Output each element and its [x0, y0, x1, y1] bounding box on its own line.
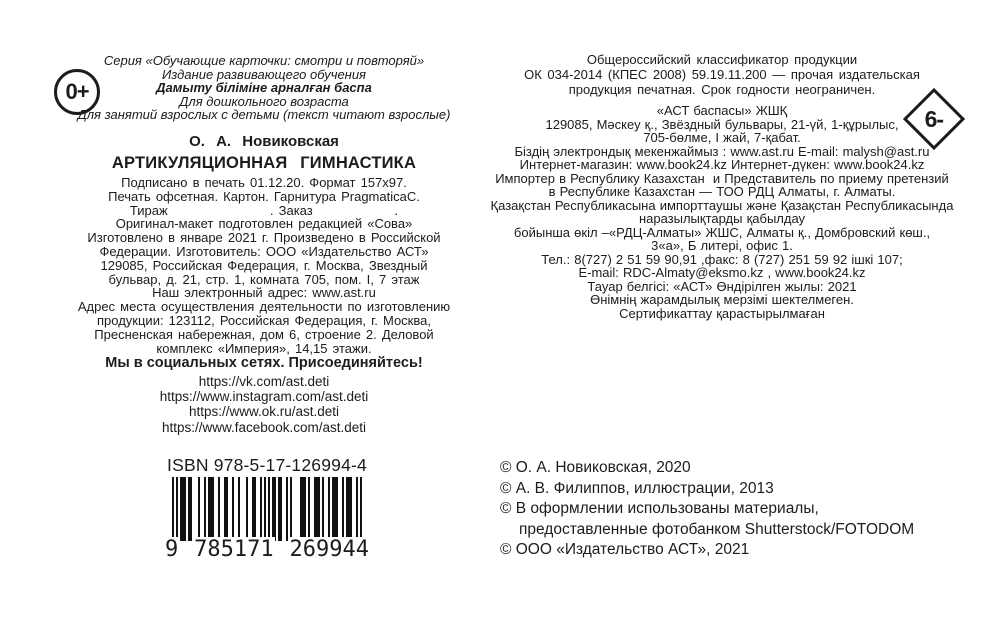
imprint-line: комплекс «Империя», 14,15 этажи. — [156, 340, 372, 356]
copyright-info — [500, 458, 970, 561]
imprint-line: Федерации. Изготовитель: ООО «Издательство АСТ» — [99, 243, 429, 259]
imprint-line: бульвар, д. 21, стр. 1, комната 705, пом. I, 7 этаж — [108, 271, 420, 287]
social-heading: Мы в социальных сетях. Присоединяйтесь! — [105, 355, 423, 371]
copyright-line: © А. В. Филиппов, иллюстрации, 2013 — [500, 479, 774, 497]
imprint-line: Подписано в печать 01.12.20. Формат 157х97. — [121, 175, 407, 190]
barcode-digit-group: 9 — [165, 537, 179, 562]
series-line: Для дошкольного возраста — [179, 93, 349, 109]
series-line: Дамыту біліміне арналған баспа — [156, 80, 372, 96]
age-rating-0plus-label: 0+ — [65, 79, 89, 104]
classifier-line: продукция печатная. Срок годности неограничен. — [568, 82, 876, 97]
copyright-line: © В оформлении использованы материалы, — [500, 500, 819, 517]
imprint-line: Пресненская набережная, дом 6, строение 2. Деловой — [94, 326, 434, 342]
publisher-line: Өнімнің жарамдылық мерзімі шектелмеген. — [590, 292, 854, 307]
publisher-line: Қазақстан Республикасына импорттаушы және Қазақстан Республикасында — [490, 197, 954, 213]
classifier-info — [478, 52, 966, 97]
barcode-digits — [164, 537, 370, 562]
series-line: Для занятий взрослых с детьми (текст читают взрослые) — [77, 107, 451, 123]
imprint-line: Адрес места осуществления деятельности по изготовлению — [77, 299, 451, 315]
imprint-line: Наш электронный адрес: www.ast.ru — [152, 285, 376, 301]
social-link-url: https://vk.com/ast.deti — [198, 374, 330, 389]
publisher-line: Интернет-магазин: www.book24.kz Интернет-дүкен: www.book24.kz — [519, 157, 925, 172]
publisher-line: Импортер в Республику Казахстан и Представитель по приему претензий — [495, 170, 949, 186]
publisher-line: Тауар белгісі: «АСТ» Өндірілген жылы: 2021 — [587, 278, 857, 294]
copyright-line: © ООО «Издательство АСТ», 2021 — [500, 541, 750, 558]
imprint-line: Печать офсетная. Картон. Гарнитура PragmaticaС. — [108, 188, 420, 204]
social-link-url: https://www.ok.ru/ast.deti — [188, 404, 340, 420]
imprint-line: Изготовлено в январе 2021 г. Произведено в Российской — [87, 230, 441, 246]
series-line: Издание развивающего обучения — [161, 66, 367, 82]
social-link-url: https://www.facebook.com/ast.deti — [161, 419, 367, 435]
imprint-info — [48, 176, 480, 355]
social-links — [48, 374, 480, 435]
social-link-url: https://www.instagram.com/ast.deti — [159, 389, 369, 405]
publisher-line: «АСТ баспасы» ЖШҚ — [656, 103, 788, 118]
publisher-line: 705-бөлме, I жай, 7-қабат. — [643, 130, 801, 145]
imprint-line: Тираж . Заказ . — [129, 202, 399, 218]
imprint-line: 129085, Российская Федерация, г. Москва, Звездный — [100, 257, 428, 273]
publisher-line: Біздің электрондық мекенжаймыз : www.ast.ru E-mail: malysh@ast.ru — [514, 143, 930, 159]
copyright-line: предоставленные фотобанком Shutterstock/FOTODOM — [519, 520, 915, 538]
imprint-line: Оригинал-макет подготовлен редакцией «Сова» — [115, 216, 413, 232]
publisher-line: E-mail: RDC-Almaty@eksmo.kz , www.book24.kz — [578, 265, 866, 280]
classifier-line: Общероссийский классификатор продукции — [586, 52, 858, 67]
author-name: О. А. Новиковская — [189, 133, 339, 150]
publisher-line: Сертификаттау қарастырылмаған — [619, 305, 825, 321]
publisher-line: в Республике Казахстан — ТОО РДЦ Алматы, г. Алматы. — [548, 184, 896, 199]
publisher-line: наразылықтарды қабылдау — [638, 211, 806, 226]
imprint-line: продукции: 123112, Российская Федерация, г. Москва, — [97, 312, 431, 328]
classifier-line: ОК 034-2014 (КПЕС 2008) 59.19.11.200 — прочая издательская — [524, 67, 920, 82]
publisher-line: бойынша өкіл –«РДЦ-Алматы» ЖШС, Алматы қ., Домбровский көш., — [513, 224, 931, 240]
barcode — [164, 455, 370, 567]
barcode-digit-group: 785171 — [194, 537, 274, 562]
publisher-info — [478, 104, 966, 320]
book-title: АРТИКУЛЯЦИОННАЯ ГИМНАСТИКА — [111, 154, 417, 172]
publisher-line: Тел.: 8(727) 2 51 59 90,91 ,факс: 8 (727) 251 59 92 ішкі 107; — [541, 251, 903, 267]
series-line: Серия «Обучающие карточки: смотри и повторяй» — [103, 53, 425, 68]
isbn-number: ISBN 978-5-17-126994-4 — [167, 455, 367, 475]
series-info — [48, 54, 480, 122]
publisher-line: 129085, Мәскеу қ., Звёздный бульвары, 21-үй, 1-құрылыс, — [545, 116, 899, 132]
copyright-line: © О. А. Новиковская, 2020 — [500, 459, 691, 476]
age-rating-6minus-label: 6- — [924, 105, 944, 132]
barcode-digit-group: 269944 — [289, 537, 369, 562]
publisher-line: 3«а», Б литері, офис 1. — [651, 238, 793, 253]
